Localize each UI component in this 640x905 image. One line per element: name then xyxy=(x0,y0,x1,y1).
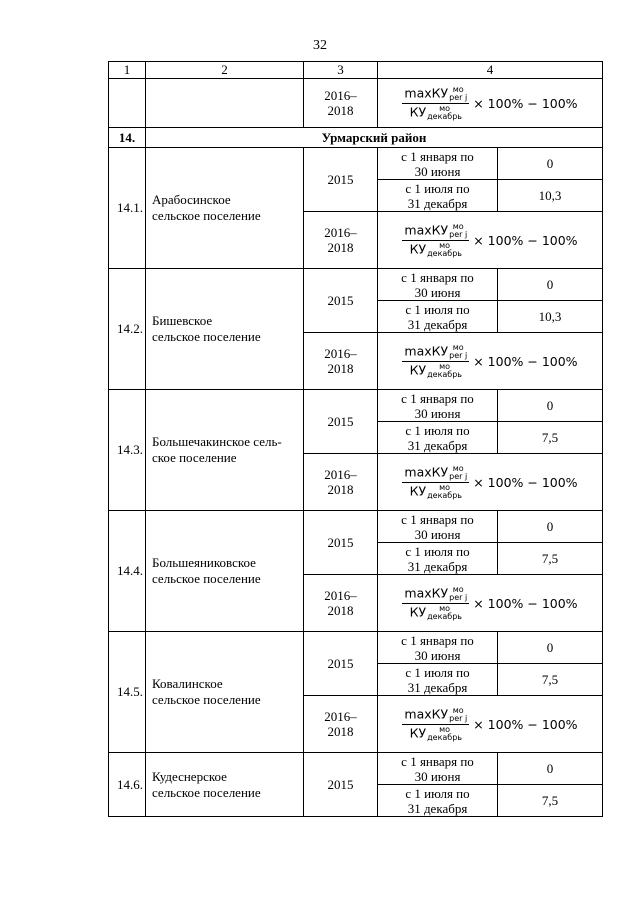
formula-numerator: maxКУ мо per j xyxy=(404,84,468,102)
formula-denominator: КУ мо декабрь xyxy=(409,361,463,379)
period-first-half: с 1 января по 30 июня xyxy=(378,511,498,543)
formula-cell xyxy=(378,575,603,632)
settlement-row xyxy=(109,632,603,664)
formula-numerator: maxКУ мо per j xyxy=(404,221,468,239)
value-first-half: 0 xyxy=(498,390,603,422)
cont-name-cell xyxy=(146,79,304,128)
period-second-half: с 1 июля по 31 декабря xyxy=(378,664,498,696)
settlement-name: Ковалинское сельское поселение xyxy=(146,632,304,753)
value-second-half: 7,5 xyxy=(498,785,603,817)
formula-numerator: maxКУ мо per j xyxy=(404,463,468,481)
formula-tail: × 100% − 100% xyxy=(473,474,578,490)
years-cell: 2016– 2018 xyxy=(304,575,378,632)
period-first-half: с 1 января по 30 июня xyxy=(378,269,498,301)
value-second-half: 7,5 xyxy=(498,422,603,454)
value-first-half: 0 xyxy=(498,511,603,543)
tariff-table xyxy=(108,61,603,817)
period-first-half: с 1 января по 30 июня xyxy=(378,753,498,785)
formula-denominator: КУ мо декабрь xyxy=(409,240,463,258)
value-second-half: 10,3 xyxy=(498,180,603,212)
settlement-name: Бишевское сельское поселение xyxy=(146,269,304,390)
year-cell: 2015 xyxy=(304,390,378,454)
formula-cell xyxy=(378,696,603,753)
period-second-half: с 1 июля по 31 декабря xyxy=(378,301,498,333)
formula-tail: × 100% − 100% xyxy=(473,716,578,732)
formula-cell xyxy=(378,79,603,128)
percentage-formula xyxy=(402,465,577,500)
header-col-4: 4 xyxy=(378,62,603,79)
percentage-formula xyxy=(402,344,577,379)
percentage-formula xyxy=(402,586,577,621)
value-second-half: 10,3 xyxy=(498,301,603,333)
year-cell: 2015 xyxy=(304,753,378,817)
year-cell: 2015 xyxy=(304,511,378,575)
formula-denominator: КУ мо декабрь xyxy=(409,603,463,621)
formula-fraction xyxy=(402,707,469,742)
value-second-half: 7,5 xyxy=(498,543,603,575)
header-col-1: 1 xyxy=(109,62,146,79)
row-number: 14.1. xyxy=(109,148,146,269)
formula-fraction xyxy=(402,86,469,121)
formula-tail: × 100% − 100% xyxy=(473,595,578,611)
continuation-row xyxy=(109,79,603,128)
header-row xyxy=(109,62,603,79)
formula-tail: × 100% − 100% xyxy=(473,353,578,369)
period-first-half: с 1 января по 30 июня xyxy=(378,390,498,422)
row-number: 14.4. xyxy=(109,511,146,632)
period-second-half: с 1 июля по 31 декабря xyxy=(378,180,498,212)
formula-fraction xyxy=(402,586,469,621)
row-number: 14.5. xyxy=(109,632,146,753)
row-number: 14.3. xyxy=(109,390,146,511)
settlement-row xyxy=(109,269,603,301)
formula-numerator: maxКУ мо per j xyxy=(404,342,468,360)
page-number: 32 xyxy=(313,38,327,53)
percentage-formula xyxy=(402,223,577,258)
row-number: 14.2. xyxy=(109,269,146,390)
settlement-row xyxy=(109,148,603,180)
settlement-name: Арабосинское сельское поселение xyxy=(146,148,304,269)
row-number: 14.6. xyxy=(109,753,146,817)
period-first-half: с 1 января по 30 июня xyxy=(378,148,498,180)
formula-fraction xyxy=(402,465,469,500)
formula-numerator: maxКУ мо per j xyxy=(404,705,468,723)
section-row xyxy=(109,128,603,148)
header-col-2: 2 xyxy=(146,62,304,79)
period-first-half: с 1 января по 30 июня xyxy=(378,632,498,664)
settlement-name: Большечакинское сель- ское поселение xyxy=(146,390,304,511)
formula-fraction xyxy=(402,344,469,379)
settlement-row xyxy=(109,390,603,422)
value-second-half: 7,5 xyxy=(498,664,603,696)
settlement-name: Кудеснерское сельское поселение xyxy=(146,753,304,817)
percentage-formula xyxy=(402,86,577,121)
settlement-row xyxy=(109,753,603,785)
formula-denominator: КУ мо декабрь xyxy=(409,103,463,121)
formula-fraction xyxy=(402,223,469,258)
formula-cell xyxy=(378,454,603,511)
formula-tail: × 100% − 100% xyxy=(473,95,578,111)
header-col-3: 3 xyxy=(304,62,378,79)
years-cell: 2016– 2018 xyxy=(304,696,378,753)
cont-num-cell xyxy=(109,79,146,128)
section-title: Урмарский район xyxy=(146,128,603,148)
formula-cell xyxy=(378,212,603,269)
formula-denominator: КУ мо декабрь xyxy=(409,724,463,742)
years-cell: 2016– 2018 xyxy=(304,79,378,128)
formula-tail: × 100% − 100% xyxy=(473,232,578,248)
section-number: 14. xyxy=(109,128,146,148)
value-first-half: 0 xyxy=(498,632,603,664)
year-cell: 2015 xyxy=(304,148,378,212)
year-cell: 2015 xyxy=(304,632,378,696)
years-cell: 2016– 2018 xyxy=(304,333,378,390)
period-second-half: с 1 июля по 31 декабря xyxy=(378,543,498,575)
formula-cell xyxy=(378,333,603,390)
year-cell: 2015 xyxy=(304,269,378,333)
years-cell: 2016– 2018 xyxy=(304,212,378,269)
percentage-formula xyxy=(402,707,577,742)
formula-denominator: КУ мо декабрь xyxy=(409,482,463,500)
period-second-half: с 1 июля по 31 декабря xyxy=(378,422,498,454)
value-first-half: 0 xyxy=(498,269,603,301)
value-first-half: 0 xyxy=(498,148,603,180)
formula-numerator: maxКУ мо per j xyxy=(404,584,468,602)
value-first-half: 0 xyxy=(498,753,603,785)
period-second-half: с 1 июля по 31 декабря xyxy=(378,785,498,817)
settlement-name: Большеяниковское сельское поселение xyxy=(146,511,304,632)
settlement-row xyxy=(109,511,603,543)
years-cell: 2016– 2018 xyxy=(304,454,378,511)
